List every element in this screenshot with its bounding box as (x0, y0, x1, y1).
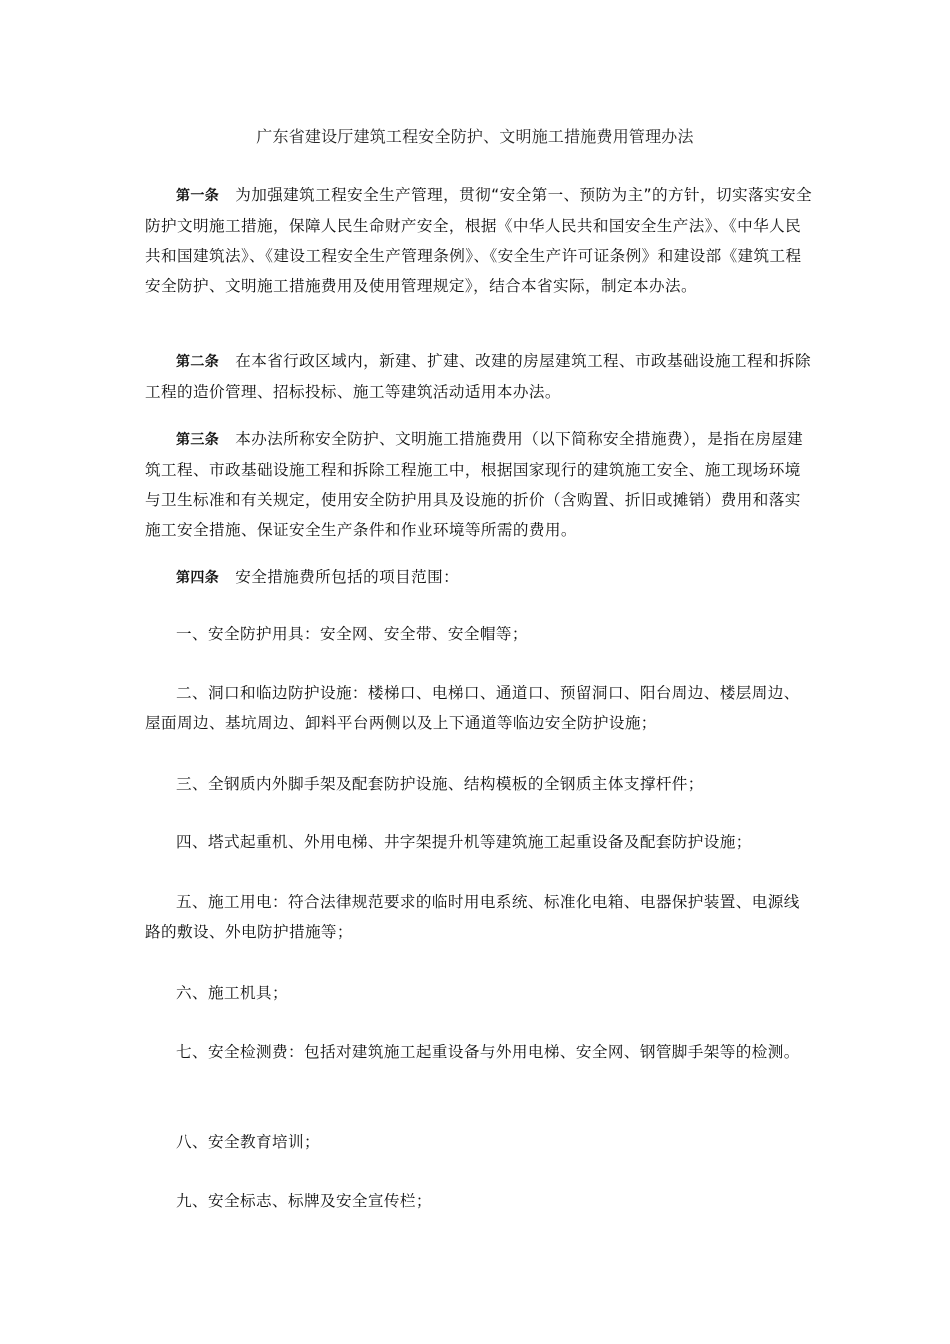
article-3 (145, 424, 813, 545)
list-item: 二、洞口和临边防护设施：楼梯口、电梯口、通道口、预留洞口、阳台周边、楼层周边、屋面周边、基坑周边、卸料平台两侧以及上下通道等临边安全防护设施； (145, 684, 800, 732)
article-label: 第二条 (176, 354, 220, 370)
article-4 (145, 562, 813, 593)
article-1 (145, 180, 813, 301)
list-item: 四、塔式起重机、外用电梯、井字架提升机等建筑施工起重设备及配套防护设施； (176, 833, 752, 851)
list-item: 五、施工用电：符合法律规范要求的临时用电系统、标准化电箱、电器保护装置、电源线路的敷设、外电防护措施等； (145, 893, 800, 941)
list-item: 一、安全防护用具：安全网、安全带、安全帽等； (176, 625, 528, 643)
article-text: 在本省行政区域内，新建、扩建、改建的房屋建筑工程、市政基础设施工程和拆除工程的造价管理、招标投标、施工等建筑活动适用本办法。 (145, 352, 811, 401)
article-label: 第三条 (176, 432, 220, 448)
article-text: 为加强建筑工程安全生产管理，贯彻“安全第一、预防为主”的方针，切实落实安全防护文明施工措施，保障人民生命财产安全，根据《中华人民共和国安全生产法》、《中华人民共和国建筑法》、《建设工程安全生产管理条例》、《安全生产许可证条例》和建设部《建筑工程安全防护、文明施工措施费用及使用管理规定》，结合本省实际，制定本办法。 (145, 186, 812, 295)
list-item: 九、安全标志、标牌及安全宣传栏； (176, 1192, 432, 1210)
article-label: 第一条 (176, 188, 220, 204)
article-text: 本办法所称安全防护、文明施工措施费用（以下简称安全措施费），是指在房屋建筑工程、市政基础设施工程和拆除工程施工中，根据国家现行的建筑施工安全、施工现场环境与卫生标准和有关规定，使用安全防护用具及设施的折价（含购置、折旧或摊销）费用和落实施工安全措施、保证安全生产条件和作业环境等所需的费用。 (145, 430, 804, 539)
list-item: 三、全钢质内外脚手架及配套防护设施、结构模板的全钢质主体支撑杆件； (176, 775, 704, 793)
article-label: 第四条 (176, 570, 220, 586)
article-2 (145, 346, 813, 407)
article-text: 安全措施费所包括的项目范围： (235, 568, 460, 586)
document-title: 广东省建设厅建筑工程安全防护、文明施工措施费用管理办法 (256, 127, 694, 146)
list-item: 七、安全检测费：包括对建筑施工起重设备与外用电梯、安全网、钢管脚手架等的检测。 (176, 1043, 800, 1061)
list-item: 八、安全教育培训； (176, 1133, 320, 1151)
list-item: 六、施工机具； (176, 984, 288, 1002)
